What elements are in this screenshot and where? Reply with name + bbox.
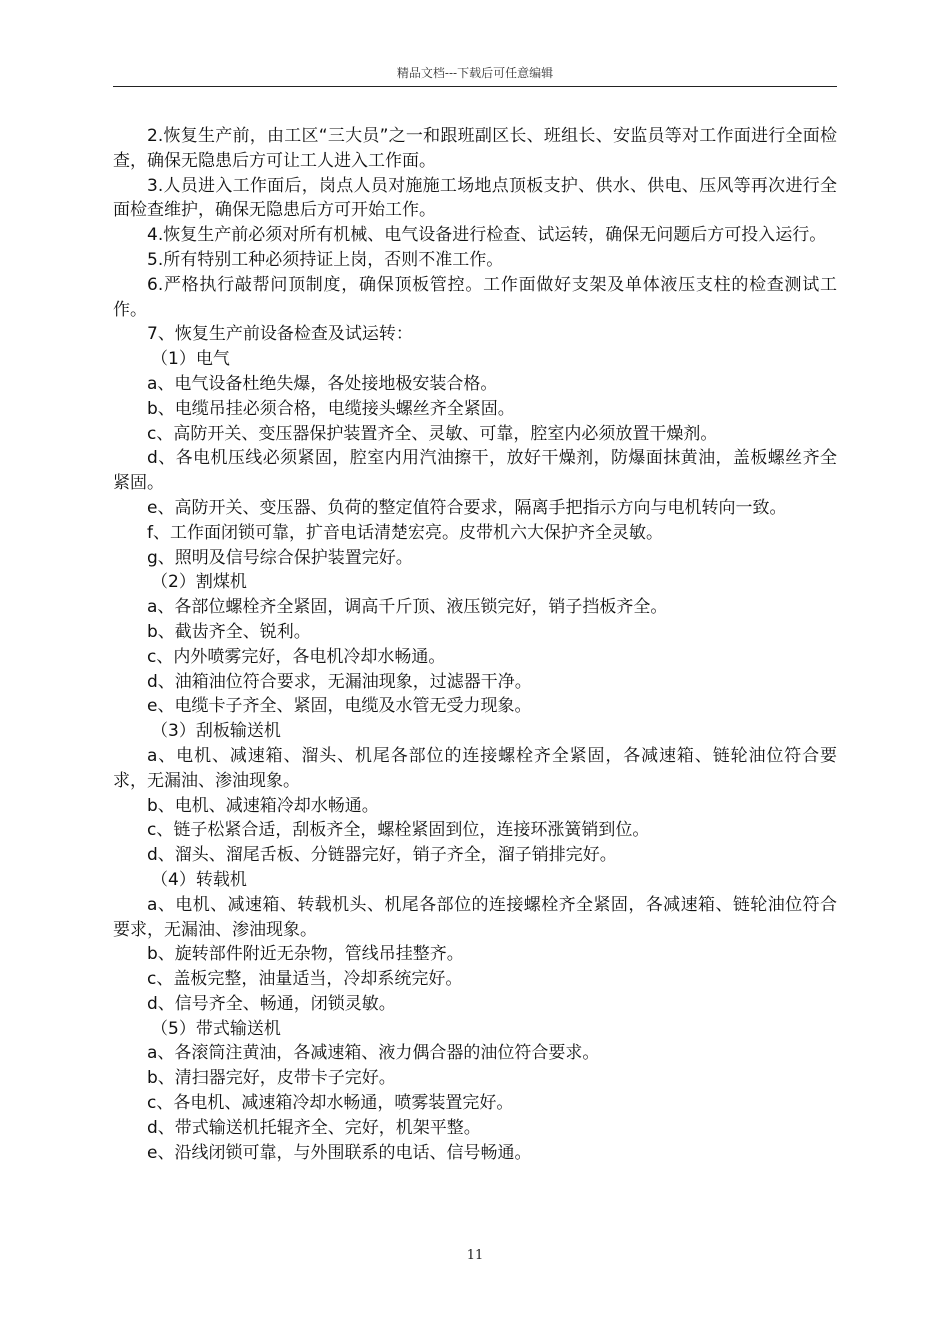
section-heading-transfer-machine: （4）转载机	[151, 869, 247, 890]
paragraph: 6.严格执行敲帮问顶制度，确保顶板管控。工作面做好支架及单体液压支柱的检查测试工作。	[113, 274, 837, 320]
list-item: b、旋转部件附近无杂物，管线吊挂整齐。	[147, 944, 464, 965]
paragraph: 5.所有特别工种必须持证上岗，否则不准工作。	[147, 249, 504, 270]
section-heading-shearer: （2）割煤机	[151, 572, 247, 593]
list-item: a、各滚筒注黄油，各减速箱、液力偶合器的油位符合要求。	[147, 1043, 600, 1064]
list-item: d、信号齐全、畅通，闭锁灵敏。	[147, 993, 396, 1014]
page-number: 11	[466, 1248, 484, 1263]
list-item: d、带式输送机托辊齐全、完好，机架平整。	[147, 1117, 481, 1138]
list-item: b、截齿齐全、锐利。	[147, 621, 311, 642]
list-item: a、电机、减速箱、溜头、机尾各部位的连接螺栓齐全紧固，各减速箱、链轮油位符合要求，无漏油、渗油现象。	[113, 745, 837, 791]
list-item: a、电机、减速箱、转载机头、机尾各部位的连接螺栓齐全紧固，各减速箱、链轮油位符合要求，无漏油、渗油现象。	[113, 894, 837, 940]
section-heading-belt-conveyor: （5）带式输送机	[151, 1018, 281, 1039]
list-item: c、高防开关、变压器保护装置齐全、灵敏、可靠，腔室内必须放置干燥剂。	[147, 423, 718, 444]
list-item: c、盖板完整，油量适当，冷却系统完好。	[147, 969, 463, 990]
paragraph: 3.人员进入工作面后，岗点人员对施施工场地点顶板支护、供水、供电、压风等再次进行全面检查维护，确保无隐患后方可开始工作。	[113, 175, 837, 221]
list-item: b、电缆吊挂必须合格，电缆接头螺丝齐全紧固。	[147, 398, 515, 419]
list-item: g、照明及信号综合保护装置完好。	[147, 547, 413, 568]
page-header: 精品文档---下载后可任意编辑	[396, 66, 554, 80]
list-item: b、清扫器完好，皮带卡子完好。	[147, 1068, 396, 1089]
list-item: e、高防开关、变压器、负荷的整定值符合要求，隔离手把指示方向与电机转向一致。	[147, 497, 787, 518]
paragraph: 4.恢复生产前必须对所有机械、电气设备进行检查、试运转，确保无问题后方可投入运行。	[147, 225, 827, 246]
list-item: c、链子松紧合适，刮板齐全，螺栓紧固到位，连接环涨簧销到位。	[147, 820, 650, 841]
list-item: c、各电机、减速箱冷却水畅通，喷雾装置完好。	[147, 1093, 514, 1114]
list-item: d、各电机压线必须紧固，腔室内用汽油擦干，放好干燥剂，防爆面抹黄油，盖板螺丝齐全紧固。	[113, 448, 837, 494]
list-item: d、溜头、溜尾舌板、分链器完好，销子齐全，溜子销排完好。	[147, 845, 617, 866]
list-item: b、电机、减速箱冷却水畅通。	[147, 795, 379, 816]
list-item: e、沿线闭锁可靠，与外围联系的电话、信号畅通。	[147, 1142, 532, 1163]
document-body	[113, 124, 837, 1165]
section-heading-electrical: （1）电气	[151, 349, 230, 370]
list-item: a、各部位螺栓齐全紧固，调高千斤顶、液压锁完好，销子挡板齐全。	[147, 597, 668, 618]
section-heading-scraper-conveyor: （3）刮板输送机	[151, 721, 281, 742]
header-divider	[113, 86, 837, 87]
list-item: e、电缆卡子齐全、紧固，电缆及水管无受力现象。	[147, 696, 532, 717]
paragraph: 7、恢复生产前设备检查及试运转：	[147, 324, 413, 345]
paragraph: 2.恢复生产前，由工区“三大员”之一和跟班副区长、班组长、安监员等对工作面进行全面检查，确保无隐患后方可让工人进入工作面。	[113, 126, 837, 171]
list-item: d、油箱油位符合要求，无漏油现象，过滤器干净。	[147, 671, 532, 692]
list-item: a、电气设备杜绝失爆，各处接地极安装合格。	[147, 373, 498, 394]
list-item: c、内外喷雾完好，各电机冷却水畅通。	[147, 646, 446, 667]
list-item: f、工作面闭锁可靠，扩音电话清楚宏亮。皮带机六大保护齐全灵敏。	[147, 522, 663, 543]
